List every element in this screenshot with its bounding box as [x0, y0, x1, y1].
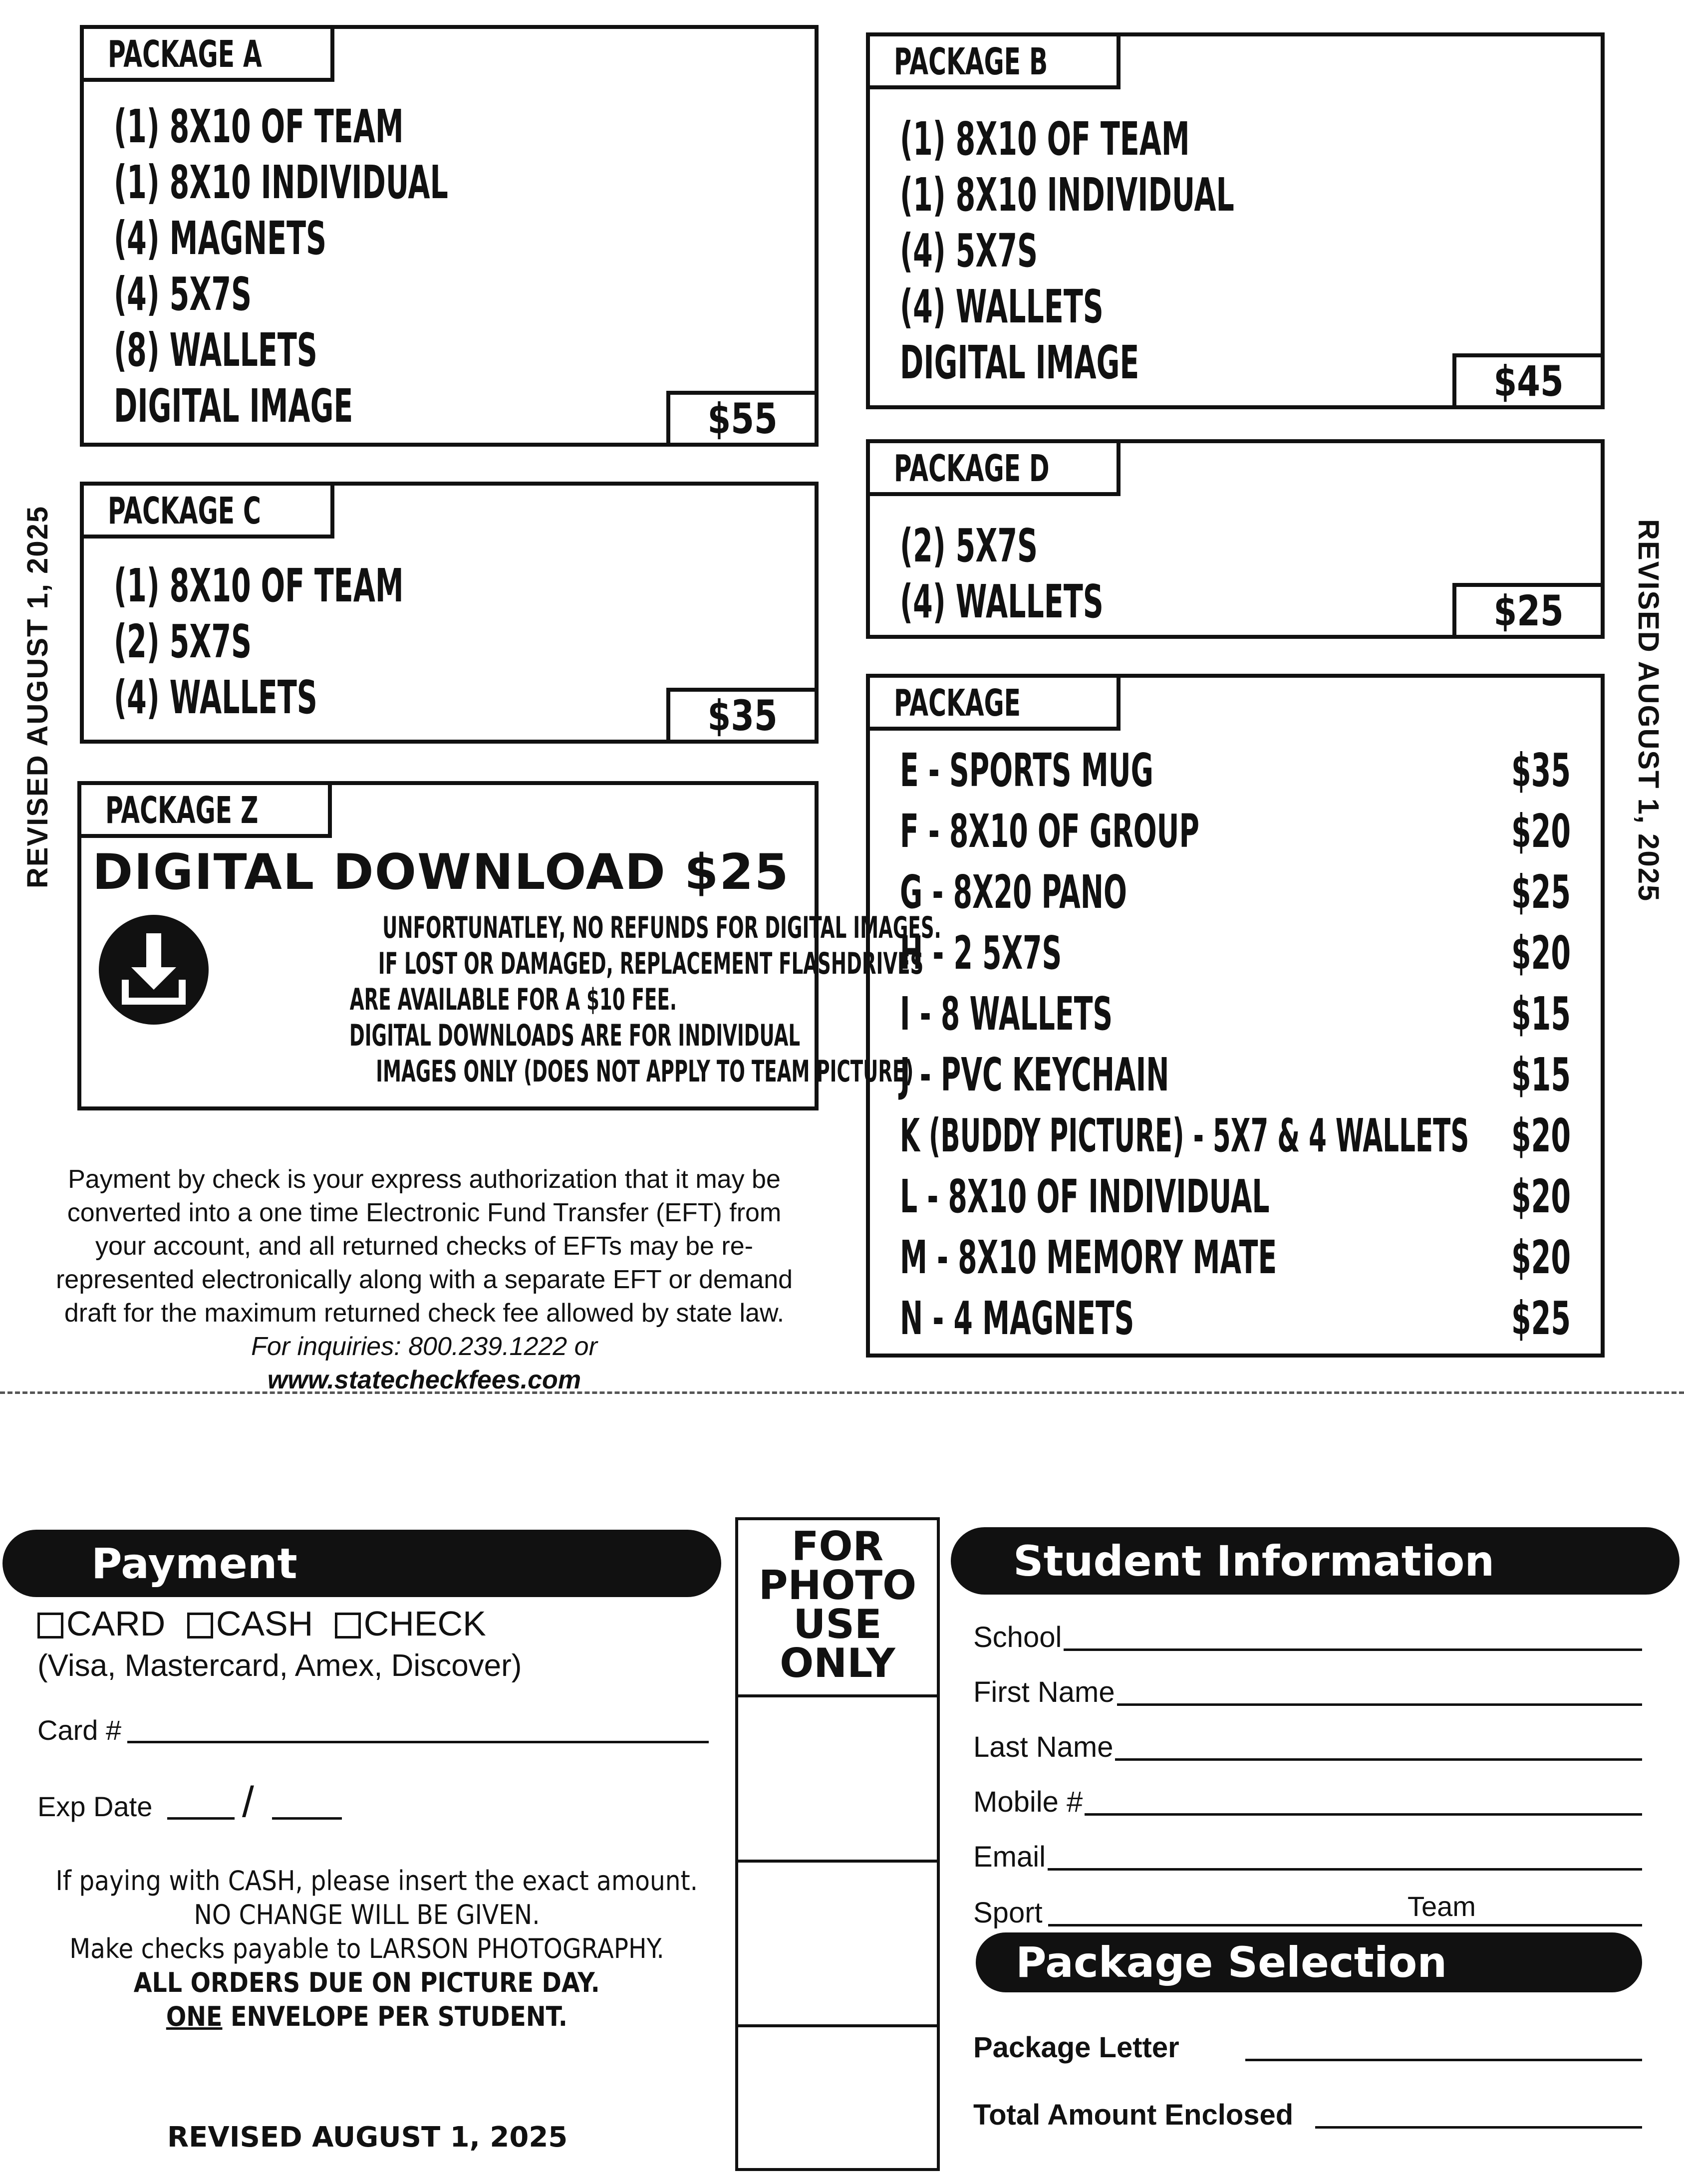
team-label: Team [1407, 1891, 1476, 1922]
download-icon [96, 912, 211, 1027]
cut-line [0, 1391, 1684, 1394]
list-item: (4) 5X7S [900, 224, 1038, 277]
payable-note: Make checks payable to LARSON PHOTOGRAPHY. [69, 1933, 664, 1964]
no-change-note: NO CHANGE WILL BE GIVEN. [194, 1899, 540, 1930]
mobile-field[interactable] [973, 1782, 1642, 1817]
card-number-label: Card # [37, 1714, 122, 1746]
card-label: CARD [66, 1604, 166, 1643]
package-d-box [866, 439, 1605, 639]
package-d-items [900, 518, 1228, 630]
package-c-tab: PACKAGE C [80, 482, 334, 539]
package-c-box [80, 482, 819, 744]
table-row: M - 8X10 MEMORY MATE $20 [900, 1231, 1571, 1284]
table-row: K (BUDDY PICTURE) - 5X7 & 4 WALLETS $20 [900, 1109, 1571, 1162]
package-alacarte-tab: PACKAGE [866, 674, 1121, 731]
total-amount-label: Total Amount Enclosed [973, 2099, 1294, 2131]
website-link[interactable]: www.statecheckfees.com [267, 1365, 581, 1394]
package-c-price: $35 [666, 688, 819, 744]
mobile-label: Mobile # [973, 1788, 1085, 1817]
list-item: DIGITAL IMAGE [114, 379, 353, 433]
total-amount-field[interactable] [973, 2094, 1642, 2130]
table-row: F - 8X10 OF GROUP $20 [900, 805, 1571, 858]
package-letter-label: Package Letter [973, 2031, 1179, 2064]
sport-label: Sport [973, 1897, 1043, 1929]
list-item: (4) WALLETS [900, 575, 1104, 628]
check-label: CHECK [363, 1604, 486, 1643]
package-d-price: $25 [1452, 583, 1605, 639]
list-item: (1) 8X10 OF TEAM [114, 559, 404, 612]
package-letter-field[interactable] [973, 2026, 1642, 2062]
exp-date-separator: / [242, 1778, 254, 1826]
payment-options [37, 1606, 486, 1641]
list-item: DIGITAL IMAGE [900, 336, 1139, 389]
cash-checkbox[interactable] [187, 1613, 213, 1638]
package-b-box [866, 32, 1605, 409]
package-a-tab: PACKAGE A [80, 25, 334, 82]
email-label: Email [973, 1843, 1048, 1872]
table-row: I - 8 WALLETS $15 [900, 987, 1571, 1041]
photo-use-cell [738, 1697, 937, 1863]
photo-use-column [735, 1517, 940, 2171]
table-row: H - 2 5X7S $20 [900, 926, 1571, 980]
revised-right: REVISED AUGUST 1, 2025 [1632, 519, 1665, 902]
note-line: IMAGES ONLY (DOES NOT APPLY TO TEAM PICTURE) [376, 1054, 914, 1089]
check-checkbox[interactable] [335, 1613, 361, 1638]
list-item: (1) 8X10 INDIVIDUAL [900, 168, 1234, 222]
list-item: (4) WALLETS [114, 671, 317, 724]
school-label: School [973, 1623, 1064, 1652]
package-z-notes [211, 910, 941, 1090]
table-row: L - 8X10 OF INDIVIDUAL $20 [900, 1170, 1571, 1223]
revised-left: REVISED AUGUST 1, 2025 [21, 505, 54, 888]
list-item: (2) 5X7S [114, 615, 252, 668]
package-selection-header: Package Selection [976, 1932, 1642, 1992]
list-item: (1) 8X10 OF TEAM [900, 112, 1190, 166]
table-row: E - SPORTS MUG $35 [900, 744, 1571, 797]
photo-use-cell [738, 1860, 937, 2027]
package-z-headline: DIGITAL DOWNLOAD $25 [92, 844, 790, 901]
card-checkbox[interactable] [37, 1613, 63, 1638]
cash-note: If paying with CASH, please insert the exact amount. [55, 1865, 698, 1897]
due-note: ALL ORDERS DUE ON PICTURE DAY. [133, 1967, 600, 1998]
first-name-field[interactable] [973, 1672, 1642, 1707]
list-item: (4) MAGNETS [114, 212, 327, 265]
package-alacarte-box [866, 674, 1605, 1358]
package-c-items [114, 558, 581, 726]
note-line: UNFORTUNATLEY, NO REFUNDS FOR DIGITAL IMAGES. [382, 910, 941, 945]
list-item: (1) 8X10 INDIVIDUAL [114, 156, 448, 209]
inquiries-text: For inquiries: 800.239.1222 or [251, 1332, 597, 1361]
note-line: ARE AVAILABLE FOR A $10 FEE. [349, 982, 677, 1017]
disclaimer-text: Payment by check is your express authorization that it may be converted into a one time Electronic Fund Transfer (EFT) from your account, and all returned checks of EFTs may be re-represented electronically along with a separate EFT or demand draft for the maximum returned check fee allowed by state law. [55, 1165, 793, 1328]
table-row: J - PVC KEYCHAIN $15 [900, 1048, 1571, 1101]
first-name-label: First Name [973, 1678, 1117, 1707]
student-info-header: Student Information [951, 1527, 1680, 1595]
package-b-price: $45 [1452, 353, 1605, 409]
school-field[interactable] [973, 1617, 1642, 1652]
package-a-items [114, 99, 653, 434]
exp-date-label: Exp Date [37, 1791, 153, 1822]
package-a-price: $55 [666, 391, 819, 447]
package-z-tab: PACKAGE Z [77, 781, 332, 838]
card-number-field[interactable] [37, 1707, 709, 1744]
note-line: DIGITAL DOWNLOADS ARE FOR INDIVIDUAL [349, 1018, 801, 1053]
card-types: (Visa, Mastercard, Amex, Discover) [37, 1648, 522, 1683]
table-row: N - 4 MAGNETS $25 [900, 1292, 1571, 1345]
list-item: (1) 8X10 OF TEAM [114, 100, 404, 153]
cash-label: CASH [216, 1604, 313, 1643]
last-name-field[interactable] [973, 1727, 1642, 1762]
exp-date-field[interactable] [37, 1778, 367, 1826]
list-item: (4) WALLETS [900, 280, 1104, 333]
package-b-tab: PACKAGE B [866, 32, 1121, 89]
note-line: IF LOST OR DAMAGED, REPLACEMENT FLASHDRIVES [378, 946, 924, 981]
table-row: G - 8X20 PANO $25 [900, 865, 1571, 919]
email-field[interactable] [973, 1837, 1642, 1872]
sport-team-field[interactable] [973, 1893, 1642, 1927]
package-d-tab: PACKAGE D [866, 439, 1121, 496]
check-disclaimer [50, 1163, 799, 1397]
envelope-note: ONE ENVELOPE PER STUDENT. [166, 2001, 568, 2032]
list-item: (2) 5X7S [900, 519, 1038, 572]
payment-revised: REVISED AUGUST 1, 2025 [167, 2121, 568, 2154]
list-item: (4) 5X7S [114, 268, 252, 321]
last-name-label: Last Name [973, 1733, 1115, 1762]
photo-use-header: FOR PHOTO USE ONLY [738, 1520, 937, 1697]
list-item: (8) WALLETS [114, 323, 317, 377]
payment-instructions [20, 1864, 714, 2034]
photo-use-cell [738, 2024, 937, 2168]
package-z-box [77, 781, 941, 1110]
package-b-items [900, 111, 1439, 391]
package-a-box [80, 25, 819, 447]
payment-header: Payment [2, 1530, 721, 1597]
